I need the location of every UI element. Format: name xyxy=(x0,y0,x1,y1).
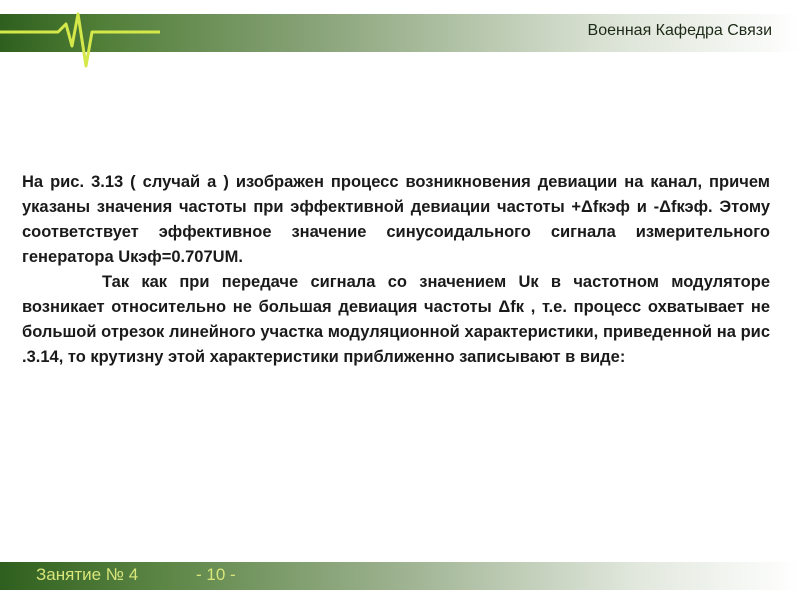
body-text xyxy=(22,170,770,370)
footer-page-number: - 10 - xyxy=(196,565,236,584)
paragraph-1: На рис. 3.13 ( случай а ) изображен процесс возникновения девиации на канал, причем указаны значения частоты при эффективной девиации частоты +Δfкэф и -Δfкэф. Этому соответствует эффективное значение синусоидального сигнала измерительного генератора Uкэф=0.707UM. xyxy=(22,173,770,266)
header-title: Военная Кафедра Связи xyxy=(587,22,772,39)
pulse-icon xyxy=(0,0,160,80)
paragraph-2: Так как при передаче сигнала со значением Uк в частотном модуляторе возникает относительно не большая девиация частоты Δfк , т.е. процесс охватывает не большой отрезок линейного участка модуляционной характеристики, приведенной на рис .3.14, то крутизну этой характеристики приближенно записывают в виде: xyxy=(22,273,770,366)
footer-lesson: Занятие № 4 xyxy=(36,565,139,584)
